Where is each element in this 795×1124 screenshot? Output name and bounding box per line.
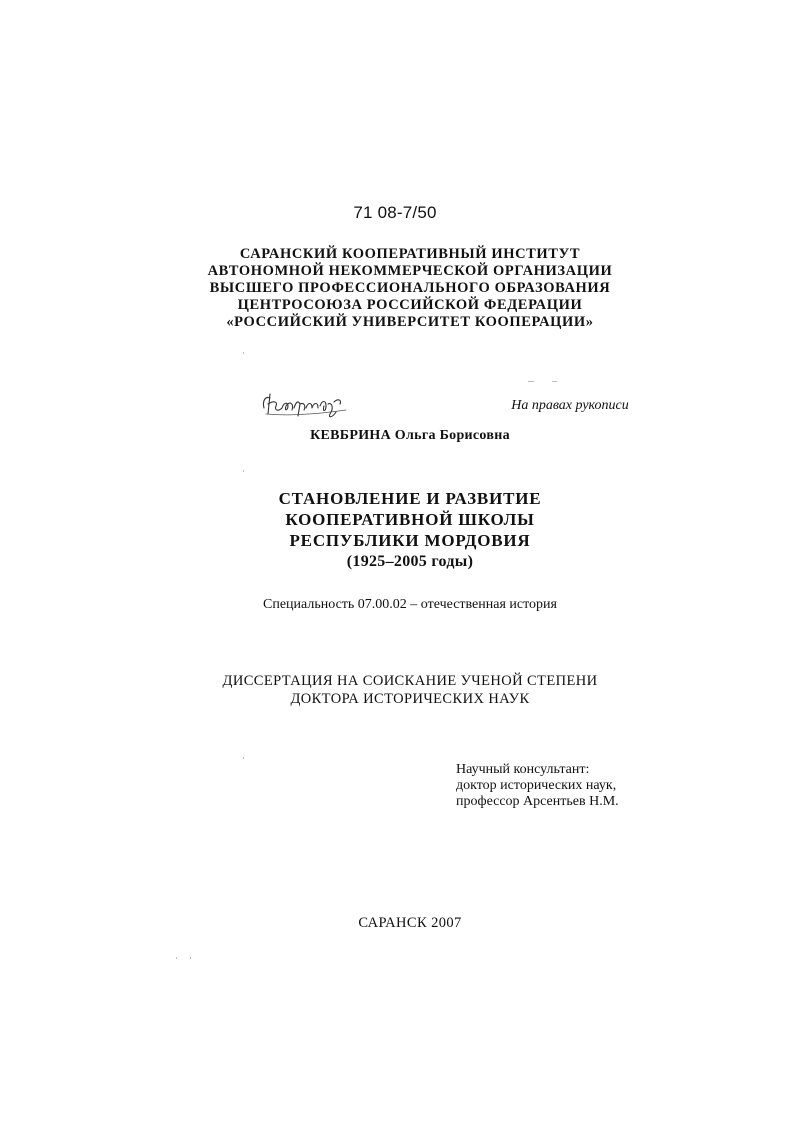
author-name: КЕВБРИНА Ольга Борисовна — [310, 428, 510, 443]
scan-speck — [552, 381, 557, 382]
scan-speck — [176, 957, 177, 959]
advisor-line: доктор исторических наук, — [456, 778, 617, 793]
scan-speck — [243, 352, 244, 354]
institution-line: «РОССИЙСКИЙ УНИВЕРСИТЕТ КООПЕРАЦИИ» — [226, 314, 594, 330]
rights-note: На правах рукописи — [511, 398, 629, 413]
institution-header — [180, 246, 640, 331]
catalog-code: 71 08-7/50 — [353, 203, 437, 222]
title-years: (1925–2005 годы) — [346, 553, 474, 570]
dissertation-title — [180, 488, 640, 572]
title-line: РЕСПУБЛИКИ МОРДОВИЯ — [289, 531, 531, 550]
degree-line: ДИССЕРТАЦИЯ НА СОИСКАНИЕ УЧЕНОЙ СТЕПЕНИ — [222, 673, 598, 689]
scan-speck — [243, 470, 244, 472]
degree-statement — [180, 672, 640, 708]
degree-line: ДОКТОРА ИСТОРИЧЕСКИХ НАУК — [290, 691, 530, 707]
advisor-line: Научный консультант: — [456, 762, 590, 777]
specialty: Специальность 07.00.02 – отечественная история — [263, 597, 557, 612]
city-year: САРАНСК 2007 — [358, 915, 462, 931]
handwritten-signature — [258, 388, 358, 424]
title-line: КООПЕРАТИВНОЙ ШКОЛЫ — [285, 510, 535, 529]
scientific-advisor — [456, 762, 656, 810]
institution-line: АВТОНОМНОЙ НЕКОММЕРЧЕСКОЙ ОРГАНИЗАЦИИ — [207, 263, 613, 279]
scan-speck — [528, 381, 534, 382]
institution-line: ВЫСШЕГО ПРОФЕССИОНАЛЬНОГО ОБРАЗОВАНИЯ — [209, 280, 611, 296]
title-line: СТАНОВЛЕНИЕ И РАЗВИТИЕ — [278, 489, 542, 508]
institution-line: САРАНСКИЙ КООПЕРАТИВНЫЙ ИНСТИТУТ — [239, 246, 581, 262]
scan-speck — [243, 757, 244, 759]
institution-line: ЦЕНТРОСОЮЗА РОССИЙСКОЙ ФЕДЕРАЦИИ — [237, 297, 583, 313]
scan-speck — [190, 957, 191, 959]
advisor-line: профессор Арсентьев Н.М. — [456, 794, 619, 809]
